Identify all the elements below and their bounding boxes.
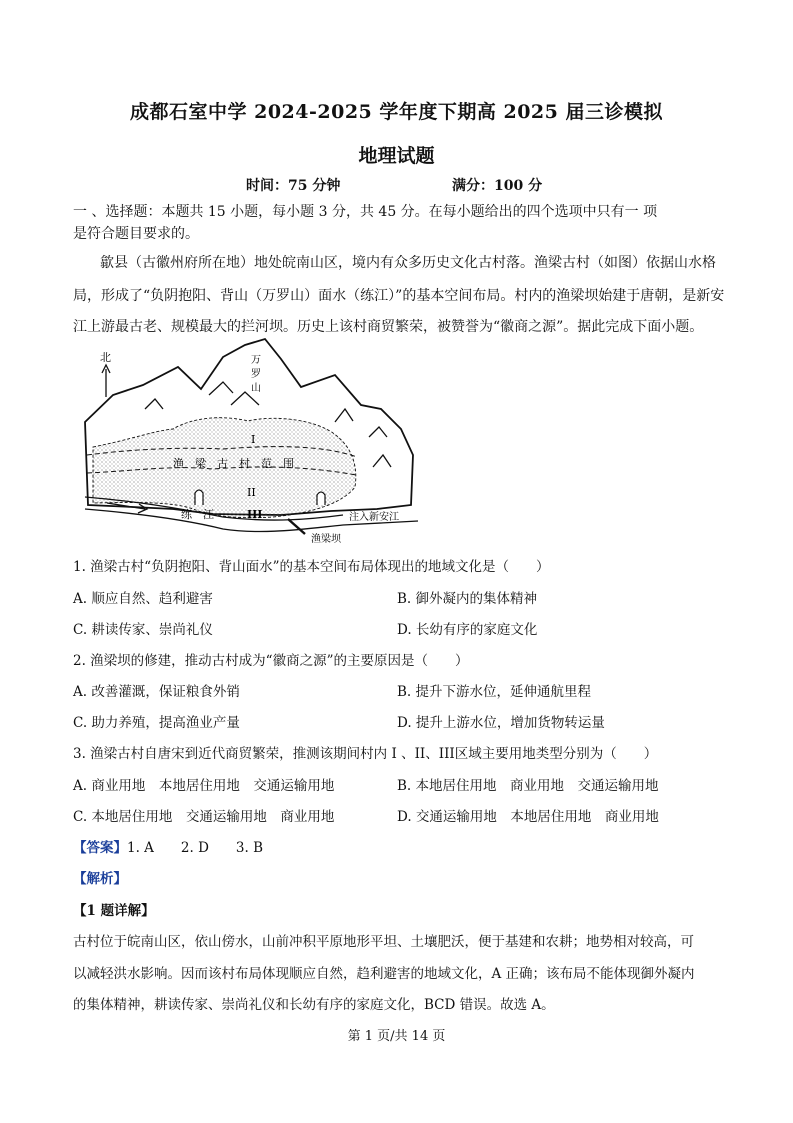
dam-line bbox=[288, 519, 305, 534]
passage-line-3: 江上游最古老、规模最大的拦河坝。历史上该村商贸繁荣，被赞誉为“徽商之源”。据此完成下面小题。 bbox=[73, 319, 704, 335]
passage-line-1: 歙县（古徽州府所在地）地处皖南山区，境内有众多历史文化古村落。渔梁古村（如图）依据山水格 bbox=[100, 255, 716, 271]
question-2-stem: 2. 渔梁坝的修建，推动古村成为“徽商之源”的主要原因是（ ） bbox=[73, 653, 469, 669]
question-3-stem: 3. 渔梁古村自唐宋到近代商贸繁荣，推测该期间村内 I 、II、III区域主要用地类型分别为（ ） bbox=[73, 746, 658, 762]
question-1-option-d: D. 长幼有序的家庭文化 bbox=[397, 622, 538, 638]
mountain-label-3: 山 bbox=[251, 383, 261, 394]
question-1-option-b: B. 御外凝内的集体精神 bbox=[397, 591, 538, 607]
village-map bbox=[73, 337, 423, 547]
detail-line-1: 古村位于皖南山区，依山傍水，山前冲积平原地形平坦、土壤肥沃，便于基建和农耕；地势相对较高，可 bbox=[73, 934, 694, 950]
exam-title: 成都石室中学 2024-2025 学年度下期高 2025 届三诊模拟 bbox=[130, 101, 663, 123]
exam-time: 时间：75 分钟 bbox=[246, 178, 341, 194]
detail-line-2: 以减轻洪水影响。因而该村布局体现顺应自然，趋利避害的地域文化，A 正确；该布局不能体现御外凝内 bbox=[73, 966, 695, 982]
passage-line-2: 局，形成了“负阴抱阳、背山（万罗山）面水（练江）”的基本空间布局。村内的渔梁坝始建于唐朝，是新安 bbox=[73, 288, 725, 304]
question-2-option-b: B. 提升下游水位，延伸通航里程 bbox=[397, 684, 592, 700]
answer-label: 【答案】 bbox=[73, 840, 127, 856]
detail-line-3: 的集体精神，耕读传家、崇尚礼仪和长幼有序的家庭文化，BCD 错误。故选 A。 bbox=[73, 997, 555, 1013]
village-label: 渔 梁 古 村 范 围 bbox=[173, 457, 294, 470]
dam-label: 渔梁坝 bbox=[311, 534, 341, 545]
north-arrow-icon bbox=[102, 365, 110, 397]
zone-2-label: II bbox=[247, 486, 256, 499]
question-2-option-d: D. 提升上游水位，增加货物转运量 bbox=[397, 715, 605, 731]
zone-1-label: I bbox=[251, 433, 256, 446]
question-2-option-a: A. 改善灌溉，保证粮食外销 bbox=[73, 684, 240, 700]
question-1-option-a: A. 顺应自然、趋利避害 bbox=[73, 591, 213, 607]
instructions-line-1: 一 、选择题：本题共 15 小题，每小题 3 分，共 45 分。在每小题给出的四个选项中只有一 项 bbox=[73, 204, 658, 220]
zone-3-label: III bbox=[247, 508, 263, 521]
detail-label: 【1 题详解】 bbox=[73, 903, 155, 919]
question-2-option-c: C. 助力养殖，提高渔业产量 bbox=[73, 715, 240, 731]
north-label: 北 bbox=[100, 351, 111, 364]
outlet-label: 注入新安江 bbox=[349, 512, 399, 523]
question-1-option-c: C. 耕读传家、崇尚礼仪 bbox=[73, 622, 213, 638]
mountain-label-2: 罗 bbox=[251, 369, 261, 380]
mountain-label-1: 万 bbox=[251, 355, 261, 366]
exam-score: 满分：100 分 bbox=[452, 178, 543, 194]
question-3-option-b: B. 本地居住用地 商业用地 交通运输用地 bbox=[397, 778, 659, 794]
river-label: 练 江 bbox=[181, 508, 214, 521]
analysis-label: 【解析】 bbox=[73, 871, 127, 887]
page-footer: 第 1 页/共 14 页 bbox=[347, 1029, 446, 1044]
question-3-option-d: D. 交通运输用地 本地居住用地 商业用地 bbox=[397, 809, 659, 825]
instructions-line-2: 是符合题目要求的。 bbox=[73, 226, 199, 242]
question-3-option-a: A. 商业用地 本地居住用地 交通运输用地 bbox=[73, 778, 335, 794]
question-3-option-c: C. 本地居住用地 交通运输用地 商业用地 bbox=[73, 809, 335, 825]
answer-text: 1. A 2. D 3. B bbox=[127, 840, 264, 856]
question-1-stem: 1. 渔梁古村“负阴抱阳、背山面水”的基本空间布局体现出的地域文化是（ ） bbox=[73, 559, 550, 575]
exam-subject: 地理试题 bbox=[358, 145, 435, 167]
answer-line bbox=[73, 836, 263, 856]
